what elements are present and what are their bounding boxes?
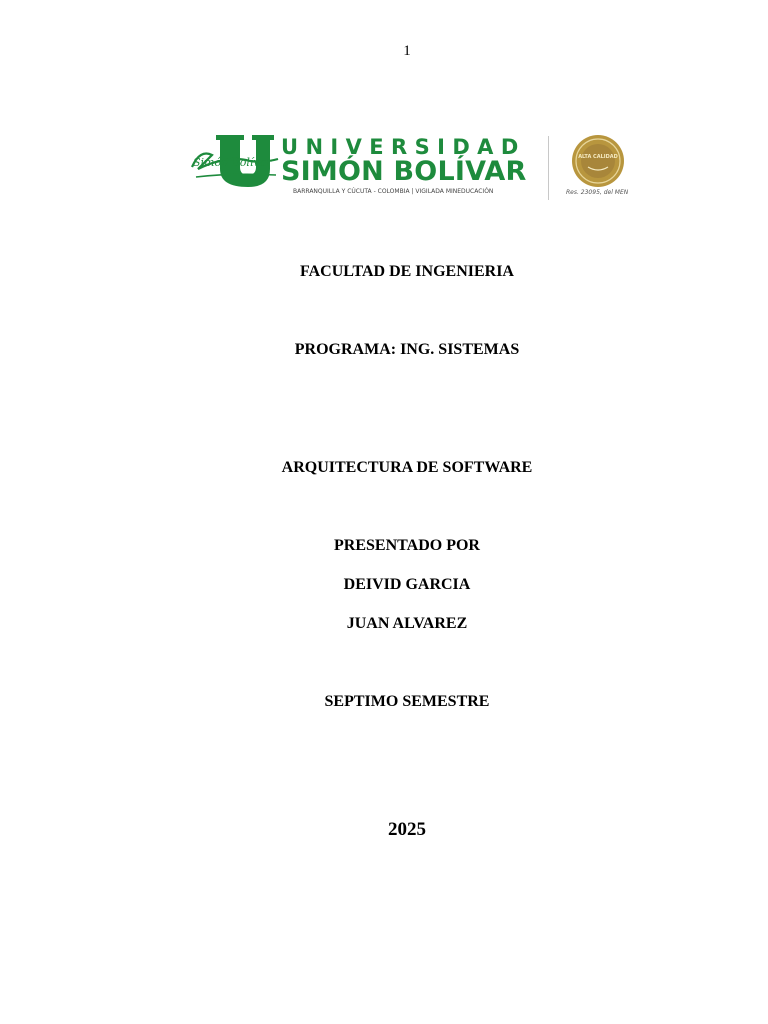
author-name: JUAN ALVAREZ (346, 615, 468, 632)
faculty-heading: FACULTAD DE INGENIERIA (300, 263, 514, 280)
logo-simon-bolivar-text: SIMÓN BOLÍVAR (281, 156, 527, 187)
accreditation-seal-icon (568, 133, 628, 189)
seal-caption: Res. 23095, del MEN (566, 189, 629, 196)
logo-universidad-text: UNIVERSIDAD (281, 135, 526, 159)
university-logo (190, 133, 632, 201)
logo-wordmark (190, 133, 532, 201)
author-name: DEIVID GARCIA (343, 576, 471, 593)
year-label: 2025 (388, 819, 426, 840)
logo-tagline: BARRANQUILLA Y CÚCUTA - COLOMBIA | VIGILADA MINEDUCACIÓN (293, 188, 494, 195)
program-heading: PROGRAMA: ING. SISTEMAS (294, 341, 520, 358)
presented-by-label: PRESENTADO POR (334, 537, 480, 554)
logo-script-text: Simón Bolívar (193, 156, 272, 169)
seal-text: ALTA CALIDAD (578, 154, 618, 160)
course-title: ARQUITECTURA DE SOFTWARE (281, 459, 533, 476)
logo-divider (548, 136, 549, 200)
semester-label: SEPTIMO SEMESTRE (324, 693, 490, 710)
page-number: 1 (403, 43, 411, 59)
u-emblem-icon (190, 133, 280, 189)
